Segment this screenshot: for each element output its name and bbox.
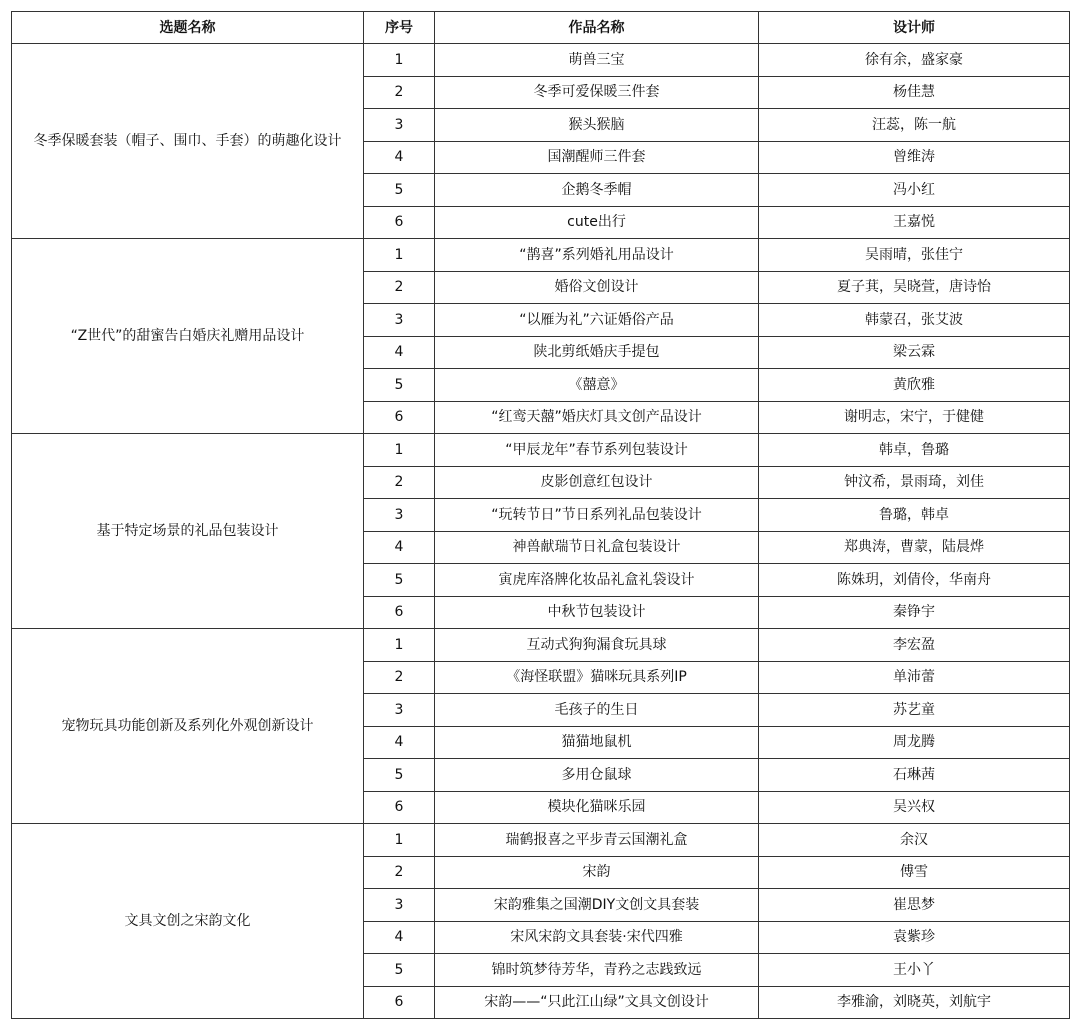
number-cell: 6 [364, 986, 435, 1019]
work-name-cell: 萌兽三宝 [435, 44, 759, 77]
work-name-cell: 宋风宋韵文具套装·宋代四雅 [435, 921, 759, 954]
work-name-cell: 企鹅冬季帽 [435, 174, 759, 207]
designer-cell: 黄欣雅 [759, 369, 1070, 402]
topic-cell: 文具文创之宋韵文化 [12, 824, 364, 1019]
designer-cell: 石琳茜 [759, 759, 1070, 792]
number-cell: 5 [364, 369, 435, 402]
table-row [12, 824, 1070, 857]
number-cell: 6 [364, 791, 435, 824]
number-cell: 4 [364, 921, 435, 954]
number-cell: 2 [364, 661, 435, 694]
work-name-cell: 互动式狗狗漏食玩具球 [435, 629, 759, 662]
number-cell: 6 [364, 596, 435, 629]
work-name-cell: 猫猫地鼠机 [435, 726, 759, 759]
work-name-cell: 猴头猴脑 [435, 109, 759, 142]
table-body [12, 44, 1070, 1019]
designer-cell: 王嘉悦 [759, 206, 1070, 239]
designer-cell: 夏子萁，吴晓萱，唐诗怡 [759, 271, 1070, 304]
number-cell: 4 [364, 141, 435, 174]
header-row [12, 12, 1070, 44]
work-name-cell: “鹊喜”系列婚礼用品设计 [435, 239, 759, 272]
designer-cell: 韩卓，鲁璐 [759, 434, 1070, 467]
header-work: 作品名称 [435, 12, 759, 44]
designer-cell: 韩蒙召，张艾波 [759, 304, 1070, 337]
designer-cell: 徐有余，盛家豪 [759, 44, 1070, 77]
designer-cell: 李雅渝，刘晓英，刘航宇 [759, 986, 1070, 1019]
designer-cell: 王小丫 [759, 954, 1070, 987]
designer-cell: 谢明志，宋宁，于健健 [759, 401, 1070, 434]
topic-cell: 宠物玩具功能创新及系列化外观创新设计 [12, 629, 364, 824]
designer-cell: 梁云霖 [759, 336, 1070, 369]
work-name-cell: 神兽献瑞节日礼盒包装设计 [435, 531, 759, 564]
number-cell: 5 [364, 174, 435, 207]
work-name-cell: 寅虎库洛牌化妆品礼盒礼袋设计 [435, 564, 759, 597]
number-cell: 4 [364, 531, 435, 564]
work-name-cell: 宋韵——“只此江山绿”文具文创设计 [435, 986, 759, 1019]
work-name-cell: “以雁为礼”六证婚俗产品 [435, 304, 759, 337]
number-cell: 4 [364, 336, 435, 369]
number-cell: 6 [364, 401, 435, 434]
work-name-cell: “甲辰龙年”春节系列包装设计 [435, 434, 759, 467]
designer-cell: 吴兴权 [759, 791, 1070, 824]
work-name-cell: 皮影创意红包设计 [435, 466, 759, 499]
number-cell: 3 [364, 889, 435, 922]
number-cell: 2 [364, 76, 435, 109]
number-cell: 2 [364, 856, 435, 889]
designer-cell: 冯小红 [759, 174, 1070, 207]
designer-cell: 李宏盈 [759, 629, 1070, 662]
designer-cell: 鲁璐，韩卓 [759, 499, 1070, 532]
topic-cell: 冬季保暖套装（帽子、围巾、手套）的萌趣化设计 [12, 44, 364, 239]
work-name-cell: 《海怪联盟》猫咪玩具系列IP [435, 661, 759, 694]
designer-cell: 陈姝玥，刘倩伶，华南舟 [759, 564, 1070, 597]
header-designer: 设计师 [759, 12, 1070, 44]
designer-cell: 曾维涛 [759, 141, 1070, 174]
work-name-cell: 模块化猫咪乐园 [435, 791, 759, 824]
work-name-cell: 陕北剪纸婚庆手提包 [435, 336, 759, 369]
number-cell: 2 [364, 271, 435, 304]
designer-cell: 秦铮宇 [759, 596, 1070, 629]
designer-cell: 杨佳慧 [759, 76, 1070, 109]
number-cell: 1 [364, 44, 435, 77]
work-name-cell: 多用仓鼠球 [435, 759, 759, 792]
works-table [11, 11, 1070, 1019]
work-name-cell: 宋韵 [435, 856, 759, 889]
header-topic: 选题名称 [12, 12, 364, 44]
number-cell: 1 [364, 434, 435, 467]
topic-cell: 基于特定场景的礼品包装设计 [12, 434, 364, 629]
designer-cell: 郑典涛，曹蒙，陆晨烨 [759, 531, 1070, 564]
number-cell: 4 [364, 726, 435, 759]
number-cell: 5 [364, 564, 435, 597]
topic-cell: “Z世代”的甜蜜告白婚庆礼赠用品设计 [12, 239, 364, 434]
number-cell: 3 [364, 499, 435, 532]
number-cell: 2 [364, 466, 435, 499]
number-cell: 3 [364, 109, 435, 142]
designer-cell: 苏艺童 [759, 694, 1070, 727]
designer-cell: 袁紫珍 [759, 921, 1070, 954]
designer-cell: 单沛蕾 [759, 661, 1070, 694]
table-row [12, 239, 1070, 272]
work-name-cell: “玩转节日”节日系列礼品包装设计 [435, 499, 759, 532]
number-cell: 3 [364, 304, 435, 337]
designer-cell: 吴雨晴，张佳宁 [759, 239, 1070, 272]
number-cell: 6 [364, 206, 435, 239]
work-name-cell: 锦时筑梦待芳华，青矜之志践致远 [435, 954, 759, 987]
work-name-cell: 《囍意》 [435, 369, 759, 402]
number-cell: 3 [364, 694, 435, 727]
table-row [12, 629, 1070, 662]
designer-cell: 周龙腾 [759, 726, 1070, 759]
number-cell: 1 [364, 629, 435, 662]
work-name-cell: cute出行 [435, 206, 759, 239]
work-name-cell: 冬季可爱保暖三件套 [435, 76, 759, 109]
number-cell: 5 [364, 954, 435, 987]
designer-cell: 余汉 [759, 824, 1070, 857]
work-name-cell: 宋韵雅集之国潮DIY文创文具套装 [435, 889, 759, 922]
table-row [12, 434, 1070, 467]
work-name-cell: “红鸾天囍”婚庆灯具文创产品设计 [435, 401, 759, 434]
number-cell: 5 [364, 759, 435, 792]
designer-cell: 傅雪 [759, 856, 1070, 889]
work-name-cell: 中秋节包装设计 [435, 596, 759, 629]
work-name-cell: 婚俗文创设计 [435, 271, 759, 304]
work-name-cell: 毛孩子的生日 [435, 694, 759, 727]
designer-cell: 崔思梦 [759, 889, 1070, 922]
header-no: 序号 [364, 12, 435, 44]
table-row [12, 44, 1070, 77]
number-cell: 1 [364, 824, 435, 857]
designer-cell: 钟汶希，景雨琦，刘佳 [759, 466, 1070, 499]
number-cell: 1 [364, 239, 435, 272]
work-name-cell: 瑞鹤报喜之平步青云国潮礼盒 [435, 824, 759, 857]
designer-cell: 汪蕊，陈一航 [759, 109, 1070, 142]
work-name-cell: 国潮醒师三件套 [435, 141, 759, 174]
